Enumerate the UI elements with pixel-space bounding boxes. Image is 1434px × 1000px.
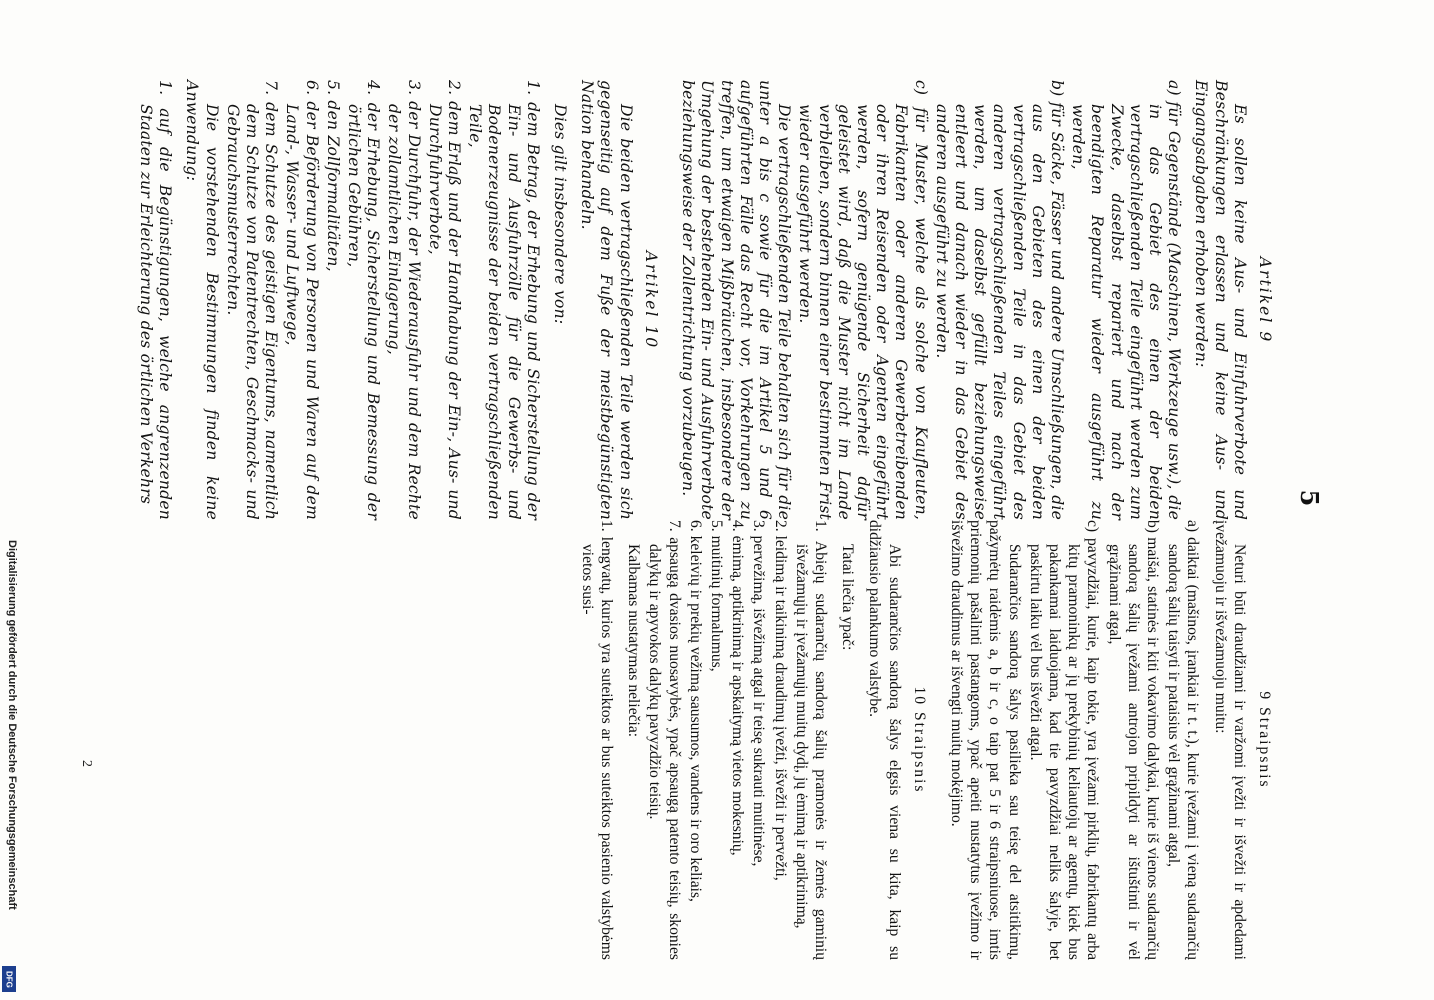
german-article-10-title: Artikel 10 <box>641 250 660 350</box>
lithuanian-article-10-tail: Kalbamas nustatymas neliečia: <box>625 544 643 738</box>
german-column <box>134 80 1274 520</box>
lithuanian-article-9-paragraph: Sudarančios sandorą šalys pasilieka sau teisę del atsitikimų, pažymėtų raidėmis a, b ir c, o taip pat 5 ir 6 straipsniuose, imtis priemonių pašalinti pastangoms, ypač apeiti nustatytus įvežimo ir išvežimo draudimus ar išvengti muitų mokėjimo. <box>947 520 1023 960</box>
list-item: 5. muitinių formalumus, <box>707 520 725 672</box>
lithuanian-article-9-c: c) pavyzdžiai, kurie, kaip tokie, yra įvežami pirklių, fabrikantų arba kitų pramoninkų ar jų prekybinių keliautojų ar agentų, kiek bus pakankamai laiduojama, kad tie pavyzdžiai neliks šalyje, bet paskirtu laiku vėl bus išvežti atgal. <box>1026 520 1102 960</box>
lithuanian-article-10-title: 10 Straipsnis <box>910 686 928 794</box>
footer-credit: Digitalisierung gefördert durch die Deutsche Forschungsgemeinschaft <box>6 540 18 910</box>
german-article-9-intro: Es sollen keine Aus- und Einfuhrverbote und Beschränkungen erlassen und keine Aus- und Eingangsabgaben erhoben werden: <box>1192 80 1249 520</box>
german-article-9-paragraph: Die vertragschließenden Teile behalten sich für die unter a bis c sowie für die im Artikel 5 und 6 aufgeführten Fälle das Recht vor, Vorkehrungen zu treffen, um etwaigen Mißbräuchen, insbesondere der Umgehung der bestehenden Ein- und Ausfuhrverbote beziehungsweise der Zollentrichtung vorzubeugen. <box>679 80 794 521</box>
german-article-10-lead: Dies gilt insbesondere von: <box>551 104 570 325</box>
lithuanian-article-9-b: b) maišai, statinės ir kiti vokavimo dalykai, kurie iš vienos sudarančių sandorą šalių įvežami antrojon pripildyti ar ištuštinti ir vėl grąžinami atgal, <box>1105 520 1161 960</box>
german-article-9-a: a) für Gegenstände (Maschinen, Werkzeuge usw.), die in das Gebiet des einen der beiden vertragschließenden Teile eingeführt werden zum Zwecke, daselbst repariert und nach der beendigten Reparatur wieder ausgeführt zu werden, <box>1069 80 1184 520</box>
german-article-10-tail-item: 1. auf die Begünstigungen, welche angrenzenden Staaten zur Erleichterung des örtlichen Verkehrs <box>137 80 175 520</box>
page-number: 5 <box>1295 489 1324 507</box>
list-item: 3. pervežimą, išvežimą atgal ir teisę sukrauti muitinėse, <box>750 520 768 867</box>
list-item: 6. der Beförderung von Personen und Waren auf dem Land-, Wasser- und Luftwege, <box>283 80 321 520</box>
german-article-9-b: b) für Säcke, Fässer und andere Umschließungen, die aus den Gebieten des einen der beiden vertragschließenden Teile in das Gebiet des anderen vertragschließenden Teiles eingeführt werden, um daselbst gefüllt beziehungsweise entleert und danach wieder in das Gebiet des anderen ausgeführt zu werden. <box>932 80 1066 520</box>
list-item: 6. keleivių ir prekių vežimą sausumos, vandens ir oro keliais, <box>686 520 704 902</box>
list-item: 2. leidimą ir taikinimą draudimų įvežti, išvežti ir pervežti, <box>771 520 789 881</box>
lithuanian-article-10-tail-item: 1. lengvatų, kurios yra suteiktos ar bus suteiktos pasienio valstybėms vietos susi- <box>578 520 615 960</box>
list-item: 7. dem Schutze des geistigen Eigentums, namentlich dem Schutze von Patentrechten, Geschmacks- und Gebrauchsmusterrechten. <box>223 80 281 520</box>
list-item: 5. den Zollformalitäten, <box>323 80 342 272</box>
dfg-logo-icon: DFG <box>2 966 16 992</box>
list-item: 4. ėmimą, aptikrinimą ir apskaitymą vietos mokesnių, <box>729 520 747 856</box>
signature-mark: 2 <box>79 760 94 767</box>
lithuanian-article-10-intro: Abi sudarančios sandorą šalys elgsis viena su kita, kaip su didžiausio palankumo valstybe. <box>866 520 903 960</box>
list-item: 7. apsaugą dvasios nuosavybės, ypač apsaugą patento teisių, skonies dalykų ir apyvokos dalykų pavyzdžio teisių. <box>646 520 683 960</box>
lithuanian-article-9-title: 9 Straipsnis <box>1256 691 1273 789</box>
lithuanian-article-9-intro: Neturi būti draudžiami ir varžomi įvežti ir išvežti ir apdedami įvežamuoju ir išvežamuoju muitu: <box>1211 520 1248 960</box>
lithuanian-article-9-a: a) daiktai (mašinos, įrankiai ir t. t.), kurie įvežami į vieną sudarančių sandorą šalių taisyti ir pataisius vėl grąžinami atgal, <box>1165 520 1202 960</box>
german-article-9-title: Artikel 9 <box>1256 256 1274 344</box>
german-article-9-c: c) für Muster, welche als solche von Kaufleuten, Fabrikanten oder anderen Gewerbetreibenden oder ihren Reisenden oder Agenten eingeführt werden, sofern genügende Sicherheit dafür geleistet wird, daß die Muster nicht im Lande verbleiben, sondern binnen einer bestimmten Frist wieder ausgeführt werden. <box>796 80 930 520</box>
list-item: 1. dem Betrag, der Erhebung und Sicherstellung der Ein- und Ausfuhrzölle für die Gewerbs- und Bodenerzeugnisse der beiden vertragschließenden Teile, <box>466 80 542 520</box>
german-article-10-tail: Die vorstehenden Bestimmungen finden keine Anwendung: <box>183 80 221 520</box>
list-item: 3. der Durchfuhr, der Wiederausfuhr und dem Rechte der zollamtlichen Einlagerung, <box>385 80 423 520</box>
list-item: 4. der Erhebung, Sicherstellung und Bemessung der örtlichen Gebühren, <box>345 80 383 520</box>
lithuanian-article-10-lead: Tatai liečia ypač: <box>839 544 857 651</box>
list-item: 1. Abiejų sudarančių sandorą šalių pramonės ir žemės gaminių išvežamųjų ir įvežamųjų muitų dydį, jų ėmimą ir aptikrinimą, <box>792 520 829 960</box>
list-item: 2. dem Erlaß und der Handhabung der Ein-, Aus- und Durchfuhrverbote, <box>425 80 464 520</box>
lithuanian-column <box>576 520 1275 960</box>
german-article-10-intro: Die beiden vertragschließenden Teile werden sich gegenseitig auf dem Fuße der meistbegünstigten Nation behandeln. <box>578 80 635 520</box>
